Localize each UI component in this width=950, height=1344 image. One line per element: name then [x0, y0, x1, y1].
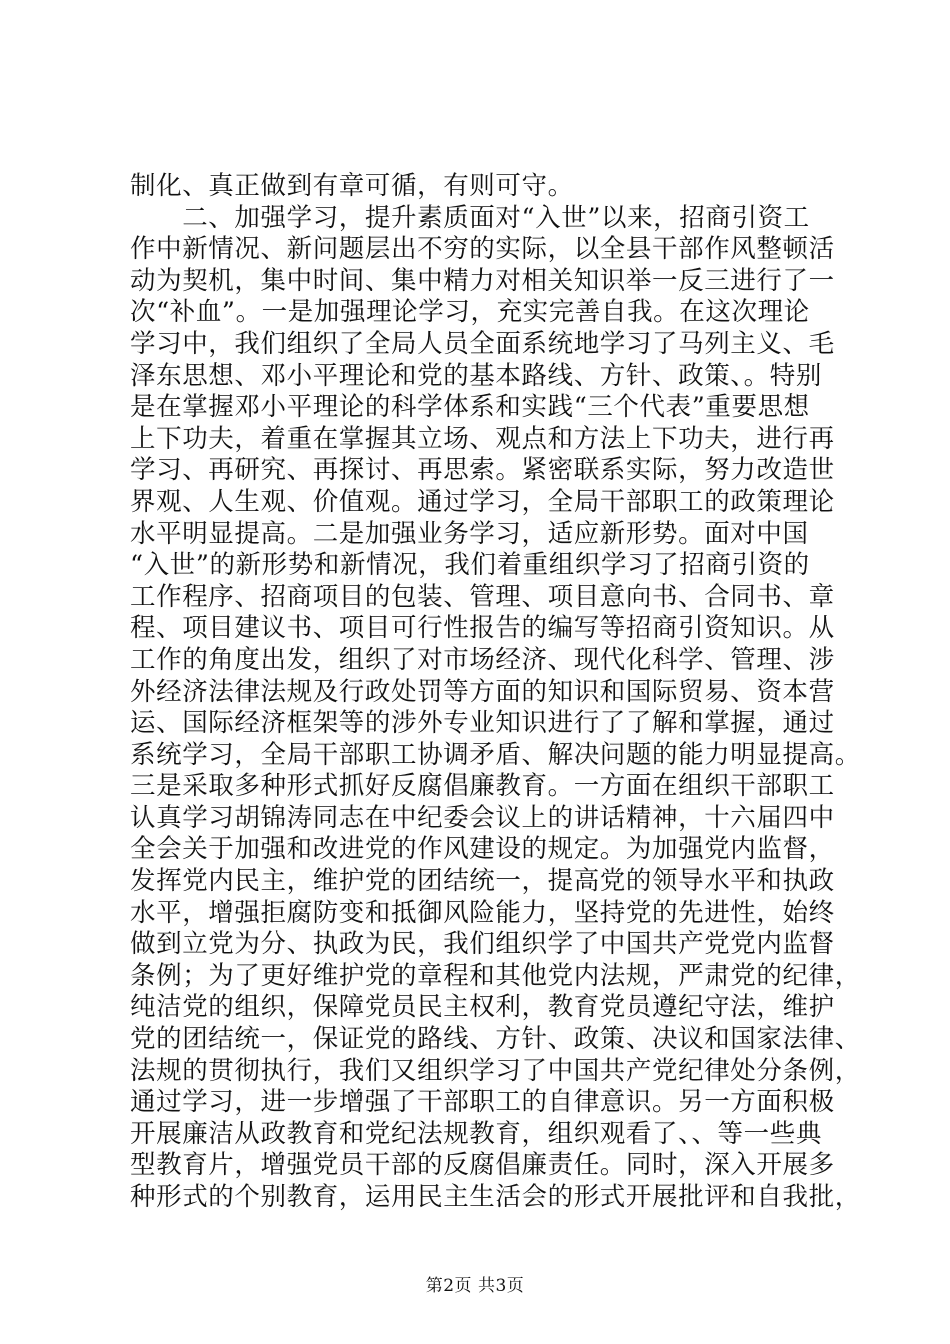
text-line: 工作的角度出发，组织了对市场经济、现代化科学、管理、涉 — [130, 644, 835, 675]
text-line: 运、国际经济框架等的涉外专业知识进行了了解和掌握，通过 — [130, 708, 835, 739]
text-line: 动为契机，集中时间、集中精力对相关知识举一反三进行了一 — [130, 265, 835, 296]
text-line: “入世”的新形势和新情况，我们着重组织学习了招商引资的 — [130, 550, 810, 581]
text-line: 全会关于加强和改进党的作风建设的规定。为加强党内监督， — [130, 834, 835, 865]
text-line: 通过学习，进一步增强了干部职工的自律意识。另一方面积极 — [130, 1087, 835, 1118]
text-line: 学习中，我们组织了全局人员全面系统地学习了马列主义、毛 — [130, 328, 835, 359]
text-line: 认真学习胡锦涛同志在中纪委会议上的讲话精神，十六届四中 — [130, 802, 835, 833]
text-line: 水平，增强拒腐防变和抵御风险能力，坚持党的先进性，始终 — [130, 897, 835, 928]
text-line: 上下功夫，着重在掌握其立场、观点和方法上下功夫，进行再 — [130, 423, 835, 454]
text-line: 发挥党内民主，维护党的团结统一，提高党的领导水平和执政 — [130, 866, 835, 897]
page-number-label: 第2页 共3页 — [425, 1276, 525, 1296]
text-line: 做到立党为分、执政为民，我们组织学了中国共产党党内监督 — [130, 929, 835, 960]
text-line: 次“补血”。一是加强理论学习，充实完善自我。在这次理论 — [130, 297, 810, 328]
text-line: 型教育片，增强党员干部的反腐倡廉责任。同时，深入开展多 — [130, 1150, 835, 1181]
text-line: 是在掌握邓小平理论的科学体系和实践“三个代表”重要思想 — [130, 392, 810, 423]
text-line: 制化、真正做到有章可循，有则可守。 — [130, 171, 574, 201]
text-line: 学习、再研究、再探讨、再思索。紧密联系实际，努力改造世 — [130, 455, 835, 486]
page-footer — [0, 1271, 950, 1296]
text-line: 外经济法律法规及行政处罚等方面的知识和国际贸易、资本营 — [130, 676, 835, 707]
text-line: 界观、人生观、价值观。通过学习，全局干部职工的政策理论 — [130, 486, 835, 517]
text-line: 二、加强学习，提升素质面对“入世”以来，招商引资工 — [130, 202, 810, 233]
text-line: 三是采取多种形式抓好反腐倡廉教育。一方面在组织干部职工 — [130, 771, 835, 802]
body-text — [130, 171, 861, 1214]
text-line: 工作程序、招商项目的包装、管理、项目意向书、合同书、章 — [130, 581, 835, 612]
text-line: 条例；为了更好维护党的章程和其他党内法规，严肃党的纪律， — [130, 960, 861, 991]
text-line: 系统学习，全局干部职工协调矛盾、解决问题的能力明显提高。 — [130, 739, 861, 770]
text-line: 纯洁党的组织，保障党员民主权利，教育党员遵纪守法，维护 — [130, 992, 835, 1023]
text-line: 水平明显提高。二是加强业务学习，适应新形势。面对中国 — [130, 518, 809, 549]
text-line: 法规的贯彻执行，我们又组织学习了中国共产党纪律处分条例， — [130, 1055, 861, 1086]
text-line: 开展廉洁从政教育和党纪法规教育，组织观看了、、等一些典 — [130, 1118, 822, 1149]
text-line: 党的团结统一，保证党的路线、方针、政策、决议和国家法律、 — [130, 1024, 861, 1055]
text-line: 泽东思想、邓小平理论和党的基本路线、方针、政策、。特别 — [130, 360, 822, 391]
text-line: 作中新情况、新问题层出不穷的实际，以全县干部作风整顿活 — [130, 234, 835, 265]
text-line: 程、项目建议书、项目可行性报告的编写等招商引资知识。从 — [130, 613, 835, 644]
text-line: 种形式的个别教育，运用民主生活会的形式开展批评和自我批， — [130, 1182, 861, 1212]
